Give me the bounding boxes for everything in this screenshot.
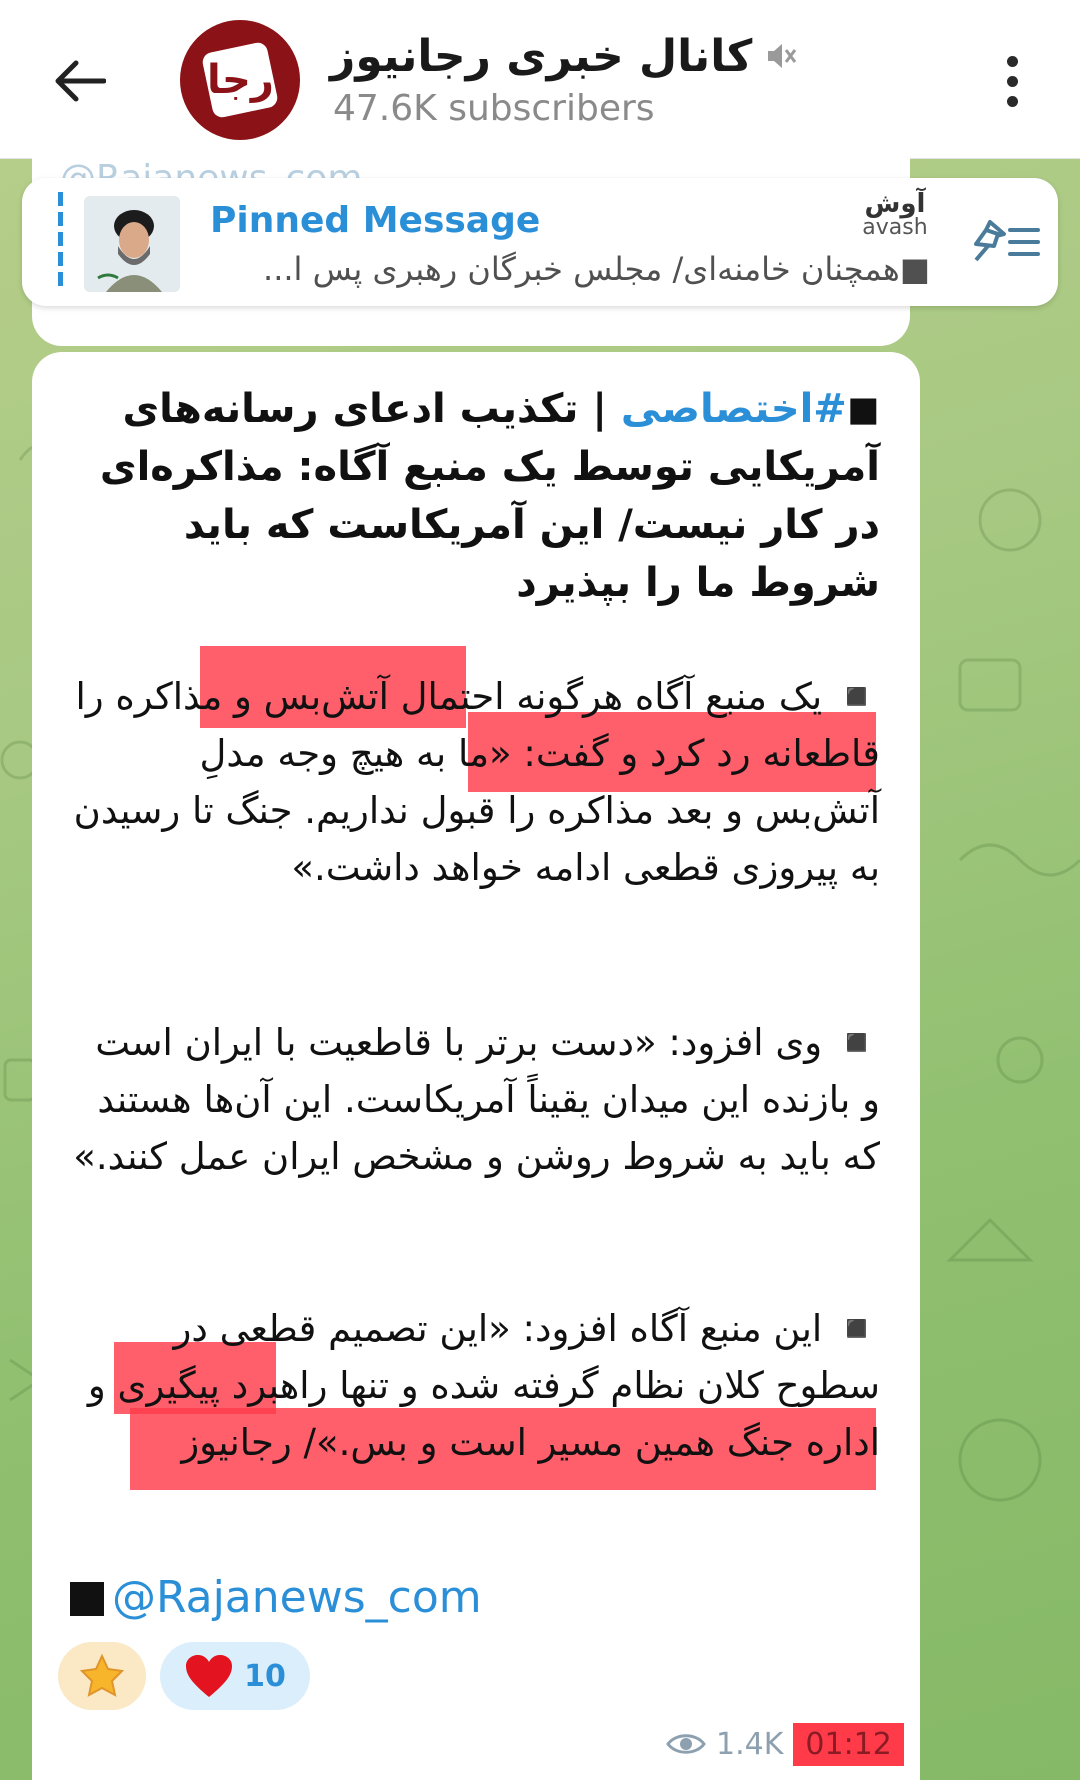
chat-header <box>0 0 1080 159</box>
paragraph-3: ◾️ این منبع آگاه افزود: «این تصمیم قطعی در سطوح کلان نظام گرفته شده و تنها راهبرد پیگیری و اداره جنگ همین مسیر است و بس.»/ رجانیوز <box>87 1307 880 1464</box>
back-button[interactable] <box>40 46 120 116</box>
message-headline <box>70 380 880 612</box>
avatar-text: رجا <box>206 57 274 103</box>
portrait-image <box>84 196 180 292</box>
message-time: 01:12 <box>793 1723 903 1766</box>
pinned-thumbnail <box>84 196 180 292</box>
channel-avatar[interactable] <box>180 20 300 140</box>
brand-fa: آوش <box>864 189 926 219</box>
handle-text: @Rajanews_com <box>112 1572 482 1623</box>
channel-handle-link[interactable] <box>70 1572 482 1623</box>
back-arrow-icon <box>54 59 106 103</box>
channel-logo <box>201 41 279 119</box>
title-row[interactable] <box>330 26 798 86</box>
headline-square: ◼ <box>846 386 880 432</box>
reaction-heart-button[interactable] <box>160 1642 310 1710</box>
pinned-preview-text: ■همچنان خامنه‌ای/ مجلس خبرگان رهبری پس ا... <box>263 250 930 288</box>
dot-icon <box>1007 96 1018 107</box>
brand-en: avash <box>862 215 928 240</box>
reaction-count: 10 <box>244 1658 286 1694</box>
pinned-list-button[interactable] <box>968 214 1048 270</box>
heart-icon <box>184 1653 234 1699</box>
message-meta <box>666 1716 904 1772</box>
star-icon <box>79 1653 125 1699</box>
dot-icon <box>1007 76 1018 87</box>
eye-icon <box>666 1731 706 1757</box>
handle-square <box>70 1582 104 1616</box>
paragraph-2: ◾️ وی افزود: «دست برتر با قاطعیت با ایران است و بازنده این میدان یقیناً آمریکاست. این آن‌ها هستند که باید به شروط روشن و مشخص ایران عمل کنند.» <box>73 1021 880 1178</box>
subscriber-count: 47.6K subscribers <box>333 88 655 129</box>
view-count: 1.4K <box>716 1726 784 1762</box>
pinned-label: Pinned Message <box>210 200 541 241</box>
pin-list-icon <box>968 214 1048 270</box>
paragraph-1: ◾️ یک منبع آگاه هرگونه احتمال آتش‌بس و مذاکره را قاطعانه رد کرد و گفت: «ما به هیچ وجه مدلِ آتش‌بس و بعد مذاکره را قبول نداریم. جنگ تا رسیدن به پیروزی قطعی ادامه خواهد داشت.» <box>73 675 880 889</box>
pinned-brand-logo <box>860 189 930 240</box>
headline-text: | تکذیب ادعای رسانه‌های آمریکایی توسط یک منبع آگاه: مذاکره‌ای در کار نیست/ این آمریکاست که باید شروط ما را بپذیرد <box>99 386 880 606</box>
reaction-star-button[interactable] <box>58 1642 146 1710</box>
more-options-button[interactable] <box>990 46 1034 116</box>
dot-icon <box>1007 56 1018 67</box>
pinned-indicator <box>58 192 63 292</box>
hashtag-link[interactable]: #اختصاصی <box>620 386 847 432</box>
muted-speaker-icon <box>764 39 798 73</box>
channel-title: کانال خبری رجانیوز <box>330 30 753 82</box>
pinned-message-bar[interactable] <box>22 178 1058 306</box>
